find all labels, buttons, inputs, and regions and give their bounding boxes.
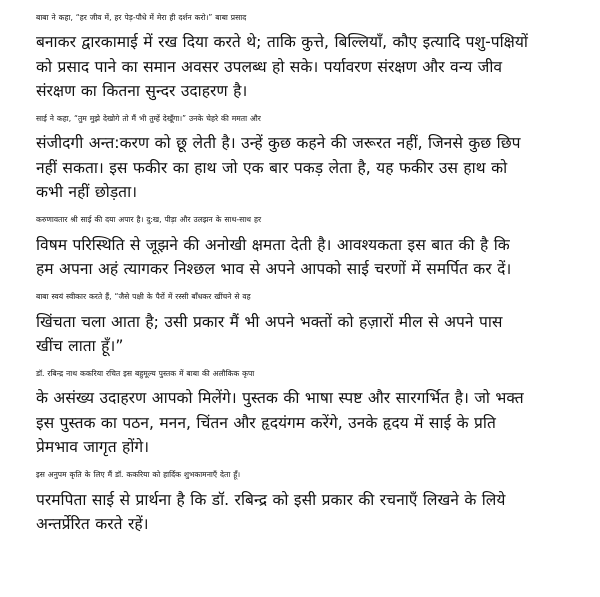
text-line: नहीं सकता। इस फकीर का हाथ जो एक बार पकड़ लेता है, यह फकीर उस हाथ को bbox=[36, 158, 508, 177]
text-line: बाबा ने कहा, “हर जीव में, हर पेड़-पौधे में मेरा ही दर्शन करो।” बाबा प्रसाद bbox=[36, 13, 247, 22]
text-line: संरक्षण का कितना सुन्दर उदाहरण है। bbox=[36, 81, 248, 100]
text-line: अन्तर्प्रेरित करते रहें। bbox=[36, 514, 149, 533]
text-line: बाबा स्वयं स्वीकार करते हैं, “जैसे पक्षी के पैरों में रस्सी बाँधकर खींचने से वह bbox=[36, 292, 251, 302]
text-line: खिंचता चला आता है; उसी प्रकार मैं भी अपने भक्तों को हज़ारों मील से अपने पास bbox=[36, 312, 503, 331]
text-line: इस अनुपम कृति के लिए मैं डॉ. ककरिया को हार्दिक शुभकामनाएँ देता हूँ। bbox=[36, 470, 241, 480]
text-line: डॉ. रबिन्द्र नाथ ककरिया रचित इस बहुमूल्य पुस्तक में बाबा की अलौकिक कृपा bbox=[36, 369, 255, 379]
text-line: परमपिता साई से प्रार्थना है कि डॉ. रबिन्द्र को इसी प्रकार की रचनाएँ लिखने के लिये bbox=[36, 490, 506, 509]
text-line: कभी नहीं छोड़ता। bbox=[36, 183, 138, 202]
paragraph bbox=[14, 463, 586, 536]
text-line: करुणावतार श्री साई की दया अपार है। दु:ख, पीड़ा और उलझन के साथ-साथ हर bbox=[36, 215, 262, 225]
text-line: इस पुस्तक का पठन, मनन, चिंतन और हृदयंगम करेंगे, उनके हृदय में साई के प्रति bbox=[36, 413, 496, 432]
document-body bbox=[14, 6, 586, 536]
text-line: साई ने कहा, “तुम मुझे देखोगे तो मैं भी तुम्हें देखूँगा।” उनके चेहरे की ममता और bbox=[36, 114, 261, 124]
text-line: बनाकर द्वारकामाई में रख दिया करते थे; ताकि कुत्ते, बिल्लियाँ, कौए इत्यादि पशु-पक्षियों bbox=[36, 33, 528, 52]
text-line: को प्रसाद पाने का समान अवसर उपलब्ध हो सके। पर्यावरण संरक्षण और वन्य जीव bbox=[36, 57, 503, 76]
paragraph bbox=[14, 362, 586, 459]
text-line: हम अपना अहं त्यागकर निश्छल भाव से अपने आपको साई चरणों में समर्पित कर दें। bbox=[36, 259, 512, 278]
paragraph bbox=[14, 285, 586, 358]
text-line: के असंख्य उदाहरण आपको मिलेंगे। पुस्तक की भाषा स्पष्ट और सारगर्भित है। जो भक्त bbox=[36, 389, 524, 408]
text-line: खींच लाता हूँ।” bbox=[36, 336, 124, 355]
paragraph bbox=[14, 6, 586, 103]
text-line: संजीदगी अन्त:करण को छू लेती है। उन्हें कुछ कहने की जरूरत नहीं, जिनसे कुछ छिप bbox=[36, 134, 521, 153]
text-line: प्रेमभाव जागृत होंगे। bbox=[36, 438, 150, 457]
paragraph bbox=[14, 208, 586, 281]
paragraph bbox=[14, 107, 586, 204]
text-line: विषम परिस्थिति से जूझने की अनोखी क्षमता देती है। आवश्यकता इस बात की है कि bbox=[36, 235, 510, 254]
